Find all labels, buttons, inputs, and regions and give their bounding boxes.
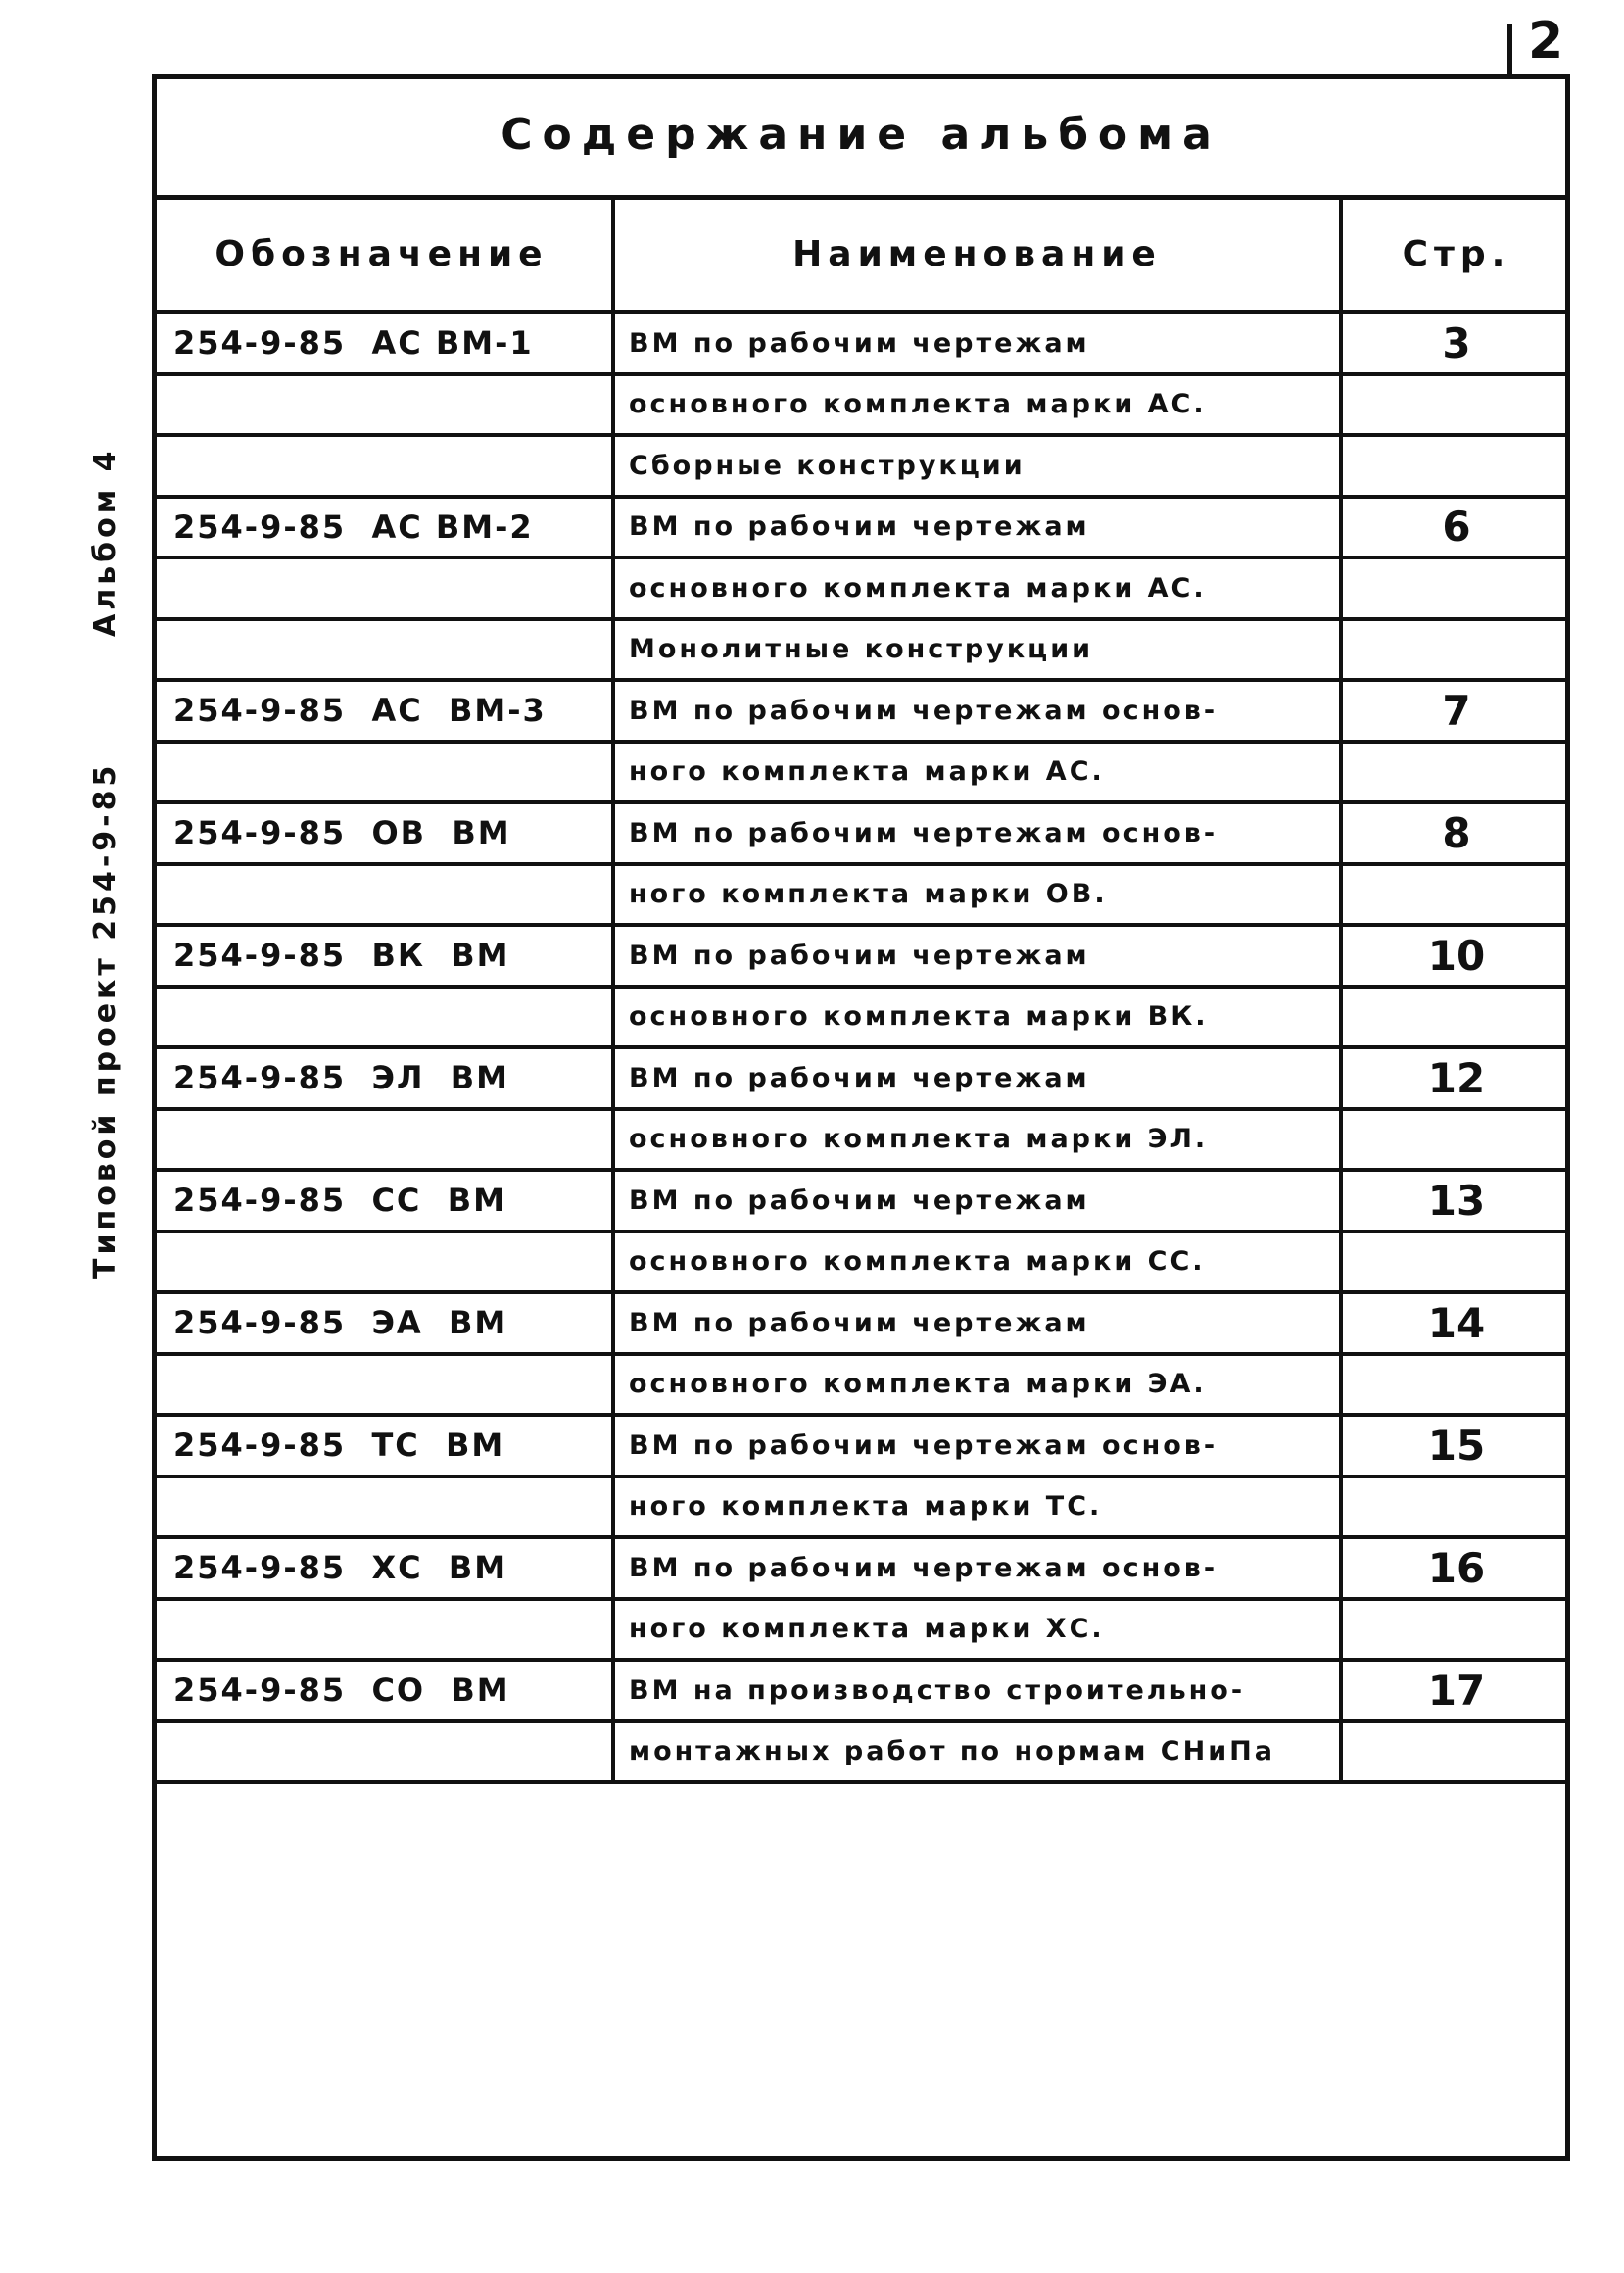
table-row	[152, 1294, 1570, 1356]
designation-cell	[152, 1662, 615, 1719]
table-body	[152, 314, 1570, 1784]
table-row	[152, 314, 1570, 376]
page-number: 2	[1528, 12, 1564, 71]
name-text: ВМ по рабочим чертежам	[629, 511, 1090, 543]
table-row	[152, 744, 1570, 805]
designation-cell	[152, 927, 615, 985]
page-cell	[1343, 314, 1570, 372]
name-cell	[615, 621, 1343, 679]
side-label-album: Альбом 4	[88, 447, 122, 637]
page-cell	[1343, 989, 1570, 1046]
page-cell	[1343, 1478, 1570, 1536]
page-text: 17	[1427, 1666, 1486, 1715]
name-cell	[615, 1723, 1343, 1781]
table-row	[152, 1111, 1570, 1173]
table-row	[152, 376, 1570, 438]
designation-cell	[152, 1356, 615, 1414]
name-cell	[615, 682, 1343, 740]
name-text: ного комплекта марки ОВ.	[629, 879, 1108, 910]
designation-text: 254-9-85 СС ВМ	[173, 1182, 506, 1220]
page-cell	[1343, 437, 1570, 495]
page-text: 12	[1427, 1053, 1486, 1102]
page-text: 8	[1442, 808, 1471, 857]
designation-cell	[152, 314, 615, 372]
side-label-project: Типовой проект 254-9-85	[88, 761, 122, 1279]
header-page: Стр.	[1402, 234, 1511, 274]
designation-cell	[152, 1111, 615, 1169]
designation-cell	[152, 866, 615, 924]
name-cell	[615, 1356, 1343, 1414]
page-cell	[1343, 1172, 1570, 1230]
page-cell	[1343, 1662, 1570, 1719]
name-text: ВМ по рабочим чертежам	[629, 940, 1090, 971]
name-cell	[615, 1601, 1343, 1659]
page-text: 6	[1442, 503, 1471, 552]
name-text: ВМ по рабочим чертежам	[629, 327, 1090, 359]
name-text: ВМ по рабочим чертежам основ-	[629, 1552, 1218, 1583]
page-text: 15	[1427, 1421, 1486, 1470]
designation-cell	[152, 499, 615, 556]
designation-text: 254-9-85 ОВ ВМ	[173, 814, 511, 852]
table-row	[152, 1233, 1570, 1295]
designation-cell	[152, 1723, 615, 1781]
title-row	[152, 74, 1570, 200]
page-text: 16	[1427, 1543, 1486, 1592]
designation-cell	[152, 804, 615, 862]
name-cell	[615, 499, 1343, 556]
table-row	[152, 1662, 1570, 1723]
designation-cell	[152, 682, 615, 740]
designation-text: 254-9-85 СО ВМ	[173, 1671, 510, 1710]
designation-cell	[152, 1172, 615, 1230]
page-cell	[1343, 804, 1570, 862]
name-text: основного комплекта марки ВК.	[629, 1001, 1209, 1033]
page-cell	[1343, 1356, 1570, 1414]
designation-text: 254-9-85 ХС ВМ	[173, 1549, 508, 1587]
table-row	[152, 804, 1570, 866]
name-text: Сборные конструкции	[629, 450, 1026, 481]
table-row	[152, 1356, 1570, 1418]
table-row	[152, 499, 1570, 560]
designation-cell	[152, 376, 615, 434]
name-text: Монолитные конструкции	[629, 634, 1094, 665]
page-cell	[1343, 1049, 1570, 1107]
name-text: ВМ по рабочим чертежам основ-	[629, 817, 1218, 848]
table-row	[152, 927, 1570, 989]
page-cell	[1343, 376, 1570, 434]
name-text: ного комплекта марки АС.	[629, 756, 1105, 788]
page-cell	[1343, 1539, 1570, 1597]
table-row	[152, 437, 1570, 499]
name-cell	[615, 927, 1343, 985]
page-cell	[1343, 1294, 1570, 1352]
name-cell	[615, 559, 1343, 617]
designation-cell	[152, 559, 615, 617]
page-cell	[1343, 927, 1570, 985]
name-text: ВМ по рабочим чертежам	[629, 1185, 1090, 1216]
header-name: Наименование	[792, 234, 1162, 274]
table-row	[152, 1417, 1570, 1478]
designation-text: 254-9-85 АС ВМ-1	[173, 324, 534, 363]
table-row	[152, 559, 1570, 621]
name-text: основного комплекта марки АС.	[629, 389, 1207, 420]
page-cell	[1343, 1233, 1570, 1291]
page-cell	[1343, 682, 1570, 740]
header-designation-cell	[152, 199, 615, 310]
table-row	[152, 1539, 1570, 1601]
table-row	[152, 866, 1570, 928]
name-cell	[615, 1478, 1343, 1536]
page-text: 7	[1442, 686, 1471, 735]
name-cell	[615, 1049, 1343, 1107]
designation-text: 254-9-85 АС ВМ-2	[173, 508, 534, 546]
name-text: ного комплекта марки ТС.	[629, 1491, 1103, 1523]
designation-cell	[152, 1294, 615, 1352]
table-row	[152, 621, 1570, 683]
table-row	[152, 1478, 1570, 1540]
name-text: основного комплекта марки ЭЛ.	[629, 1124, 1209, 1155]
table-row	[152, 1601, 1570, 1663]
page-cell	[1343, 1601, 1570, 1659]
page-cell	[1343, 1111, 1570, 1169]
name-cell	[615, 1111, 1343, 1169]
designation-text: 254-9-85 ВК ВМ	[173, 937, 510, 975]
page-cell	[1343, 499, 1570, 556]
page-text: 3	[1442, 318, 1471, 367]
name-text: ВМ по рабочим чертежам основ-	[629, 1429, 1218, 1461]
name-cell	[615, 866, 1343, 924]
page-cell	[1343, 744, 1570, 801]
designation-cell	[152, 621, 615, 679]
designation-text: 254-9-85 ЭА ВМ	[173, 1304, 508, 1342]
name-cell	[615, 989, 1343, 1046]
designation-cell	[152, 989, 615, 1046]
page-cell	[1343, 559, 1570, 617]
page-cell	[1343, 1417, 1570, 1475]
table-row	[152, 989, 1570, 1050]
page-cell	[1343, 621, 1570, 679]
name-text: ного комплекта марки ХС.	[629, 1614, 1105, 1645]
header-name-cell	[615, 199, 1343, 310]
table-header	[152, 199, 1570, 314]
name-cell	[615, 376, 1343, 434]
document-title: Содержание альбома	[501, 110, 1221, 160]
name-cell	[615, 744, 1343, 801]
designation-cell	[152, 1233, 615, 1291]
designation-cell	[152, 1601, 615, 1659]
name-cell	[615, 314, 1343, 372]
name-cell	[615, 1417, 1343, 1475]
name-text: основного комплекта марки СС.	[629, 1246, 1206, 1278]
name-cell	[615, 1294, 1343, 1352]
name-text: ВМ на производство строительно-	[629, 1674, 1246, 1706]
designation-text: 254-9-85 АС ВМ-3	[173, 692, 547, 730]
name-cell	[615, 1172, 1343, 1230]
designation-cell	[152, 437, 615, 495]
header-designation: Обозначение	[215, 234, 549, 274]
name-cell	[615, 1233, 1343, 1291]
name-text: основного комплекта марки АС.	[629, 572, 1207, 604]
name-cell	[615, 1539, 1343, 1597]
designation-cell	[152, 1049, 615, 1107]
page-cell	[1343, 1723, 1570, 1781]
name-text: монтажных работ по нормам СНиПа	[629, 1736, 1275, 1767]
table-row	[152, 1172, 1570, 1233]
contents-table	[152, 199, 1570, 1784]
page-text: 13	[1427, 1176, 1486, 1225]
header-page-cell	[1343, 199, 1570, 310]
designation-text: 254-9-85 ТС ВМ	[173, 1427, 505, 1465]
designation-cell	[152, 744, 615, 801]
name-text: основного комплекта марки ЭА.	[629, 1369, 1207, 1400]
page-text: 14	[1427, 1298, 1486, 1347]
name-cell	[615, 1662, 1343, 1719]
table-row	[152, 1723, 1570, 1785]
page-text: 10	[1427, 931, 1486, 980]
name-cell	[615, 437, 1343, 495]
name-text: ВМ по рабочим чертежам основ-	[629, 695, 1218, 726]
page-number-divider	[1507, 24, 1512, 78]
page-cell	[1343, 866, 1570, 924]
name-cell	[615, 804, 1343, 862]
designation-cell	[152, 1478, 615, 1536]
table-row	[152, 1049, 1570, 1111]
name-text: ВМ по рабочим чертежам	[629, 1062, 1090, 1093]
designation-cell	[152, 1417, 615, 1475]
designation-text: 254-9-85 ЭЛ ВМ	[173, 1059, 510, 1097]
table-row	[152, 682, 1570, 744]
name-text: ВМ по рабочим чертежам	[629, 1307, 1090, 1338]
designation-cell	[152, 1539, 615, 1597]
